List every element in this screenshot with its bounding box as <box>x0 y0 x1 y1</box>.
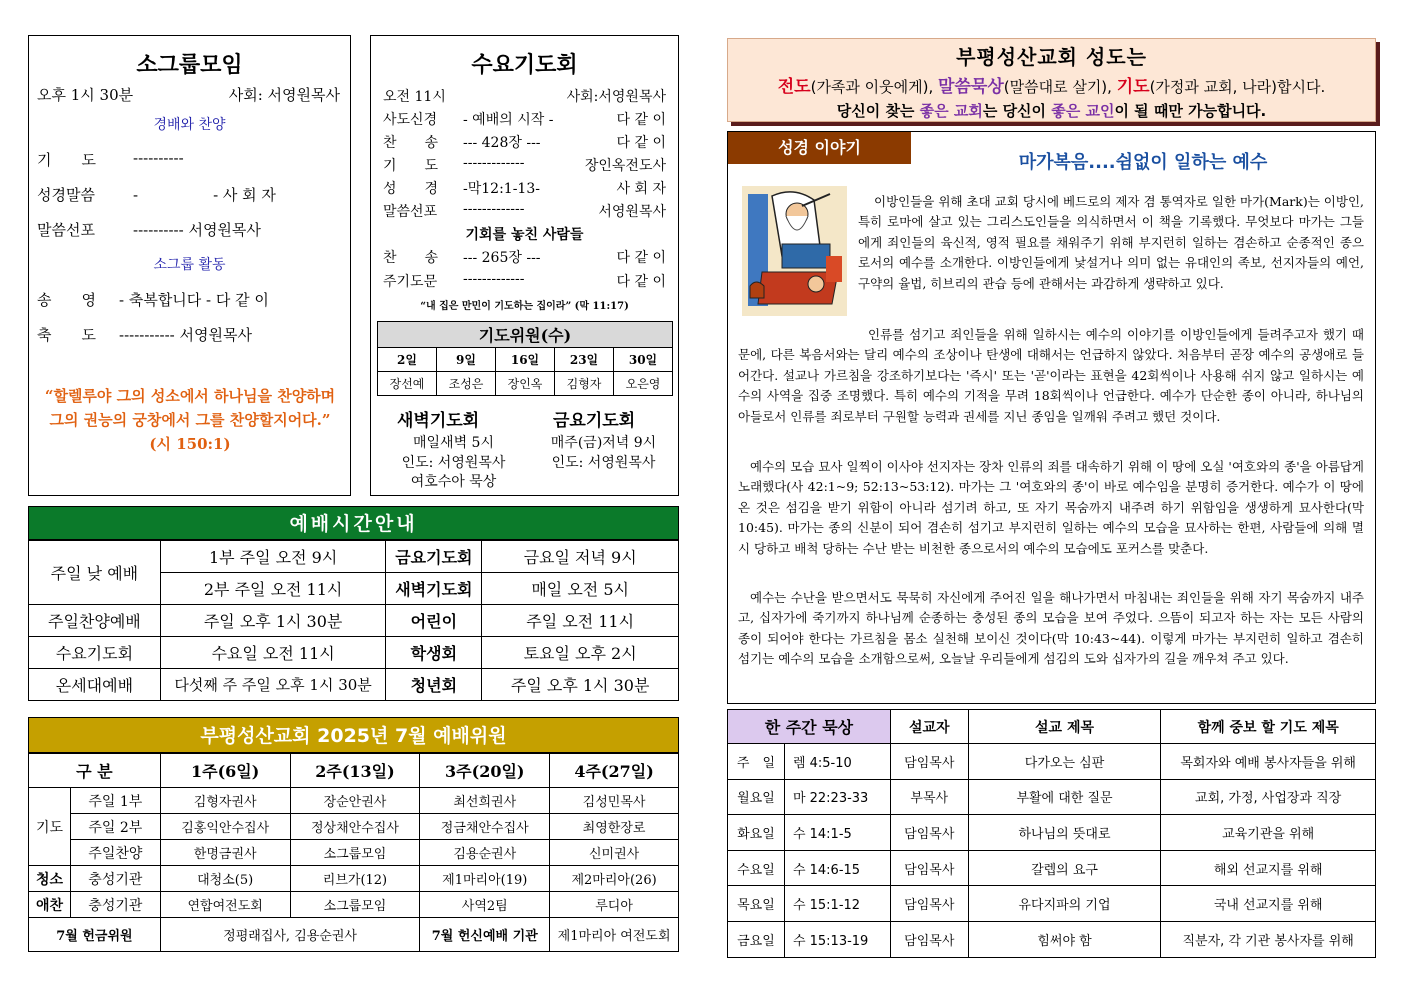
committee-row-label: 주일 2부 <box>70 814 160 840</box>
wednesday-prayer-time: 오전 11시 <box>383 89 446 105</box>
worship-times-table <box>28 540 679 701</box>
offering-committee-value: 정평래집사, 김용순권사 <box>160 918 420 952</box>
friday-prayer-title: 금요기도회 <box>553 411 636 431</box>
order-label: 찬 송 <box>383 135 439 151</box>
dawn-prayer-line: 매일새벽 5시 <box>413 435 494 451</box>
offering-committee-label: 7월 헌금위원 <box>29 918 161 952</box>
service-name: 학생회 <box>386 637 482 669</box>
service-time: 주일 오후 1시 30분 <box>482 669 679 701</box>
committee-cell: 최영한장로 <box>550 814 679 840</box>
meditation-day: 월요일 <box>728 779 785 815</box>
meditation-passage: 수 15:13-19 <box>784 921 890 957</box>
service-time: 1부 주일 오전 9시 <box>160 541 386 573</box>
meditation-preacher: 부목사 <box>890 779 968 815</box>
committee-name: 김형자 <box>555 372 614 396</box>
meditation-preacher: 담임목사 <box>890 921 968 957</box>
service-name: 온세대예배 <box>29 669 161 701</box>
prayer-row-group-label: 기도 <box>29 788 71 866</box>
service-name: 금요기도회 <box>386 541 482 573</box>
bible-paragraph: 이방인들을 위해 초대 교회 당시에 베드로의 제자 겸 통역자로 일한 마가(Mark)는 이방인, 특히 로마에 살고 있는 그리스도인들을 의식하면서 이 책을 기록했다. 무엇보다 마가는 그들에게 죄인들의 육신적, 영적 필요를 채워주기 위해 부지런히 일하는 겸손하고 순종적인 종으로서의 예수를 소개한다. 이방인들에게 낯설거나 의미 없는 유대인의 족보, 선지자들의 예언, 구약의 율법, 히브리의 관습 등에 관해서는 과감하게 생략하고 있다. <box>858 194 1364 291</box>
meditation-passage: 렘 4:5-10 <box>784 744 890 780</box>
meditation-sermon-title: 하나님의 뜻대로 <box>968 815 1161 851</box>
small-group-row-value: - 축복합니다 - 다 같 이 <box>119 291 269 309</box>
service-name: 새벽기도회 <box>386 573 482 605</box>
committee-group-label: 애찬 <box>29 892 71 918</box>
meditation-header: 한 주간 묵상 <box>728 710 891 744</box>
banner-text: 이 될 때만 가능합니다. <box>1114 102 1267 120</box>
prayer-committee-table <box>377 321 673 396</box>
meditation-day: 주 일 <box>728 744 785 780</box>
meditation-prayer-topic: 교육기관을 위해 <box>1161 815 1376 851</box>
committee-col-header: 1주(6일) <box>160 754 290 788</box>
small-group-row-label: 송 영 <box>37 291 96 309</box>
church-motto-banner <box>727 38 1376 122</box>
banner-word-good: 좋은 <box>919 102 949 120</box>
meditation-sermon-title: 다가오는 심판 <box>968 744 1161 780</box>
service-time: 토요일 오후 2시 <box>482 637 679 669</box>
order-mid: ------------- <box>463 201 525 217</box>
committee-name: 장인옥 <box>496 372 555 396</box>
wednesday-prayer-panel <box>370 35 679 496</box>
committee-cell: 소그룹모임 <box>290 892 420 918</box>
devotion-service-label: 7월 헌신예배 기관 <box>420 918 550 952</box>
service-time: 금요일 저녁 9시 <box>482 541 679 573</box>
committee-name: 장선예 <box>378 372 437 396</box>
friday-prayer-line: 인도: 서영원목사 <box>551 455 656 471</box>
banner-title: 부평성산교회 성도는 <box>956 45 1147 69</box>
service-name: 수요기도회 <box>29 637 161 669</box>
small-group-time: 오후 1시 30분 <box>37 86 134 104</box>
bible-story-tab: 성경 이야기 <box>728 132 911 164</box>
meditation-header: 설교 제목 <box>968 710 1161 744</box>
committee-cell: 김홍익안수집사 <box>160 814 290 840</box>
committee-date: 30일 <box>614 348 673 372</box>
monthly-committee-header: 부평성산교회 2025년 7월 예배위원 <box>28 717 679 753</box>
order-mid: --- 428장 --- <box>463 135 541 151</box>
meditation-preacher: 담임목사 <box>890 886 968 922</box>
order-label: 찬 송 <box>383 250 439 266</box>
small-group-panel <box>28 35 351 496</box>
committee-cell: 장순안권사 <box>290 788 420 814</box>
small-group-row-value: ----------- 서영원목사 <box>119 326 252 344</box>
committee-col-header: 4주(27일) <box>550 754 679 788</box>
order-right: 사 회 자 <box>616 181 666 197</box>
order-mid: --- 265장 --- <box>463 250 541 266</box>
small-group-verse: “할렐루야 그의 성소에서 하나님을 찬양하며 그의 권능의 궁창에서 그를 찬양할지어다.” (시 150:1) <box>44 387 336 453</box>
meditation-sermon-title: 유다지파의 기업 <box>968 886 1161 922</box>
banner-text: 당신이 찾는 <box>836 102 920 120</box>
service-time: 다섯째 주 주일 오후 1시 30분 <box>160 669 386 701</box>
sermon-subtitle: 기회를 놓친 사람들 <box>465 227 584 243</box>
committee-cell: 정상채안수집사 <box>290 814 420 840</box>
meditation-prayer-topic: 해외 선교지를 위해 <box>1161 850 1376 886</box>
worship-times-header: 예배시간안내 <box>28 506 679 540</box>
order-label: 말씀선포 <box>383 204 438 220</box>
order-label: 주기도문 <box>383 274 438 290</box>
banner-word-member: 교인 <box>1085 102 1115 120</box>
bible-paragraph: 예수의 모습 묘사 일찍이 이사야 선지자는 장차 인류의 죄를 대속하기 위해 이 땅에 오실 '여호와의 종'을 아름답게 노래했다(사 42:1~9; 52:13~53:12). 마가는 그 '여호와의 종'이 바로 예수임을 분명히 증거한다. 예수가 이 땅에 온 것은 섬김을 받기 위함이 아니라 섬기려 하고, 또 자기 목숨까지 내주려 하기 위함임을 생생하게 묘사한다(막 10:45). 마가는 종의 신분이 되어 겸손히 섬기고 부지런히 일하는 예수의 모습을 묘사하는 한편, 사람들에 의해 멸시 당하고 배척 당하는 수난 받는 비천한 종으로서의 예수의 모습에도 포커스를 맞춘다. <box>738 459 1364 556</box>
banner-word-prayer: 기도 <box>1116 77 1150 97</box>
small-group-row-label: 말씀선포 <box>37 221 95 239</box>
order-right: 서영원목사 <box>598 204 666 220</box>
meditation-passage: 수 14:1-5 <box>784 815 890 851</box>
meditation-passage: 수 14:6-15 <box>784 850 890 886</box>
wednesday-prayer-host: 사회:서영원목사 <box>566 89 666 105</box>
committee-cell: 김용순권사 <box>420 840 550 866</box>
committee-cell: 리브가(12) <box>290 866 420 892</box>
banner-word-church: 교회 <box>953 102 983 120</box>
small-group-row-value: - - 사 회 자 <box>133 186 276 204</box>
committee-cell: 정금채안수집사 <box>420 814 550 840</box>
meditation-sermon-title: 갈렙의 요구 <box>968 850 1161 886</box>
committee-date: 9일 <box>437 348 496 372</box>
weekly-meditation-table <box>727 709 1376 958</box>
small-group-row-value: ---------- <box>133 149 184 167</box>
committee-cell: 신미권사 <box>550 840 679 866</box>
wednesday-prayer-title: 수요기도회 <box>471 52 578 78</box>
committee-cell: 사역2팀 <box>420 892 550 918</box>
order-right: 다 같 이 <box>616 250 666 266</box>
small-group-row-value: ---------- 서영원목사 <box>133 221 261 239</box>
friday-prayer-line: 매주(금)저녁 9시 <box>550 435 657 451</box>
order-mid: ------------- <box>463 271 525 287</box>
service-name: 주일 낮 예배 <box>29 541 161 605</box>
committee-cell: 연합여전도회 <box>160 892 290 918</box>
meditation-passage: 수 15:1-12 <box>784 886 890 922</box>
meditation-preacher: 담임목사 <box>890 744 968 780</box>
service-time: 주일 오전 11시 <box>482 605 679 637</box>
meditation-sermon-title: 부활에 대한 질문 <box>968 779 1161 815</box>
order-label: 사도신경 <box>383 112 438 128</box>
banner-text: 는 당신이 <box>982 102 1052 120</box>
devotion-service-value: 제1마리아 여전도회 <box>550 918 679 952</box>
prayer-committee-title: 기도위원(수) <box>378 322 673 348</box>
small-group-section-worship: 경배와 찬양 <box>153 117 226 133</box>
committee-group-label: 청소 <box>29 866 71 892</box>
committee-cell: 대청소(5) <box>160 866 290 892</box>
meditation-prayer-topic: 목회자와 예배 봉사자들을 위해 <box>1161 744 1376 780</box>
committee-name: 오은영 <box>614 372 673 396</box>
order-label: 기 도 <box>383 158 439 174</box>
committee-date: 16일 <box>496 348 555 372</box>
banner-line-3 <box>728 100 1375 121</box>
committee-row-label: 충성기관 <box>70 866 160 892</box>
committee-cell: 최선희권사 <box>420 788 550 814</box>
committee-cell: 소그룹모임 <box>290 840 420 866</box>
wednesday-verse: “내 집은 만민이 기도하는 집이라” (막 11:17) <box>420 301 629 312</box>
bible-paragraph: 예수는 수난을 받으면서도 묵묵히 자신에게 주어진 일을 해나가면서 마침내는 죄인들을 위해 자기 목숨까지 내주고, 십자가에 죽기까지 하나님께 순종하는 충성된 종의 모습을 보여 주었다. 으뜸이 되고자 하는 자는 모든 사람의 종이 되어야 한다는 가르침을 몸소 실천해 보이신 것이다(막 10:43~44). 이렇게 마가는 부지런히 일하고 겸손히 섬기는 예수의 모습을 소개함으로써, 오늘날 우리들에게 섬김의 도와 십자가의 길을 깨우쳐 주고 있다. <box>738 590 1364 667</box>
meditation-prayer-topic: 국내 선교지를 위해 <box>1161 886 1376 922</box>
small-group-row-label: 축 도 <box>37 326 96 344</box>
dawn-prayer-title: 새벽기도회 <box>397 411 480 431</box>
order-right: 다 같 이 <box>616 135 666 151</box>
meditation-day: 목요일 <box>728 886 785 922</box>
meditation-sermon-title: 힘써야 함 <box>968 921 1161 957</box>
small-group-title: 소그룹모임 <box>136 52 243 78</box>
monthly-committee-table <box>28 753 679 952</box>
meditation-header: 설교자 <box>890 710 968 744</box>
order-mid: -막12:1-13- <box>463 181 540 197</box>
order-right: 다 같 이 <box>616 274 666 290</box>
committee-col-header: 2주(13일) <box>290 754 420 788</box>
small-group-row-label: 성경말씀 <box>37 186 95 204</box>
service-time: 수요일 오전 11시 <box>160 637 386 669</box>
service-name: 주일찬양예배 <box>29 605 161 637</box>
committee-cell: 제2마리아(26) <box>550 866 679 892</box>
meditation-preacher: 담임목사 <box>890 815 968 851</box>
committee-cell: 루디아 <box>550 892 679 918</box>
meditation-day: 수요일 <box>728 850 785 886</box>
dawn-prayer-line: 여호수아 묵상 <box>410 474 497 490</box>
bible-story-panel <box>727 131 1376 704</box>
committee-date: 23일 <box>555 348 614 372</box>
small-group-host: 사회: 서영원목사 <box>228 86 340 104</box>
order-right: 장인옥전도사 <box>584 158 666 174</box>
committee-col-header: 구 분 <box>29 754 161 788</box>
meditation-day: 금요일 <box>728 921 785 957</box>
committee-row-label: 주일 1부 <box>70 788 160 814</box>
service-time: 매일 오전 5시 <box>482 573 679 605</box>
committee-name: 조성은 <box>437 372 496 396</box>
committee-cell: 한명금권사 <box>160 840 290 866</box>
meditation-preacher: 담임목사 <box>890 850 968 886</box>
dawn-prayer-line: 인도: 서영원목사 <box>401 455 506 471</box>
banner-word-evangelism: 전도 <box>777 77 811 97</box>
mark-illustration <box>742 186 847 316</box>
order-label: 성 경 <box>383 181 439 197</box>
meditation-passage: 마 22:23-33 <box>784 779 890 815</box>
service-time: 주일 오후 1시 30분 <box>160 605 386 637</box>
committee-row-label: 충성기관 <box>70 892 160 918</box>
banner-text: (말씀대로 살기), <box>1003 78 1117 96</box>
banner-word-good: 좋은 <box>1051 102 1081 120</box>
order-right: 다 같 이 <box>616 112 666 128</box>
committee-cell: 김성민목사 <box>550 788 679 814</box>
committee-cell: 제1마리아(19) <box>420 866 550 892</box>
committee-col-header: 3주(20일) <box>420 754 550 788</box>
bible-story-title: 마가복음....쉼없이 일하는 예수 <box>1018 152 1268 173</box>
committee-cell: 김형자권사 <box>160 788 290 814</box>
banner-text: (가정과 교회, 나라)합시다. <box>1149 78 1326 96</box>
banner-text: (가족과 이웃에게), <box>810 78 939 96</box>
banner-word-meditation: 말씀묵상 <box>938 77 1004 97</box>
meditation-prayer-topic: 교회, 가정, 사업장과 직장 <box>1161 779 1376 815</box>
meditation-header: 함께 중보 할 기도 제목 <box>1161 710 1376 744</box>
service-name: 청년회 <box>386 669 482 701</box>
committee-row-label: 주일찬양 <box>70 840 160 866</box>
bible-paragraph: 인류를 섬기고 죄인들을 위해 일하시는 예수의 이야기를 이방인들에게 들려주고자 했기 때문에, 다른 복음서와는 달리 예수의 조상이나 탄생에 대해서는 언급하지 않았다. 처음부터 곧장 예수의 공생애로 들어간다. 설교나 가르침을 강조하기보다는 '즉시' 또는 '곧'이라는 표현을 42회씩이나 사용해 쉬지 않고 일하시는 예수의 사역을 집중 조명했다. 특히 예수의 기적을 무려 18회씩이나 언급한다. 예수가 단순한 종이 아니라, 하나님의 아들로서 인류를 죄로부터 구원할 능력과 권세를 지닌 종임을 일깨워 주려고 했던 것이다. <box>738 327 1364 424</box>
service-time: 2부 주일 오전 11시 <box>160 573 386 605</box>
small-group-row-label: 기 도 <box>37 151 96 169</box>
banner-line-2 <box>728 72 1375 97</box>
small-group-section-activity: 소그룹 활동 <box>153 257 226 273</box>
meditation-day: 화요일 <box>728 815 785 851</box>
order-mid: ------------- <box>463 155 525 171</box>
service-name: 어린이 <box>386 605 482 637</box>
order-mid: - 예배의 시작 - <box>463 112 554 128</box>
meditation-prayer-topic: 직분자, 각 기관 봉사자를 위해 <box>1161 921 1376 957</box>
committee-date: 2일 <box>378 348 437 372</box>
